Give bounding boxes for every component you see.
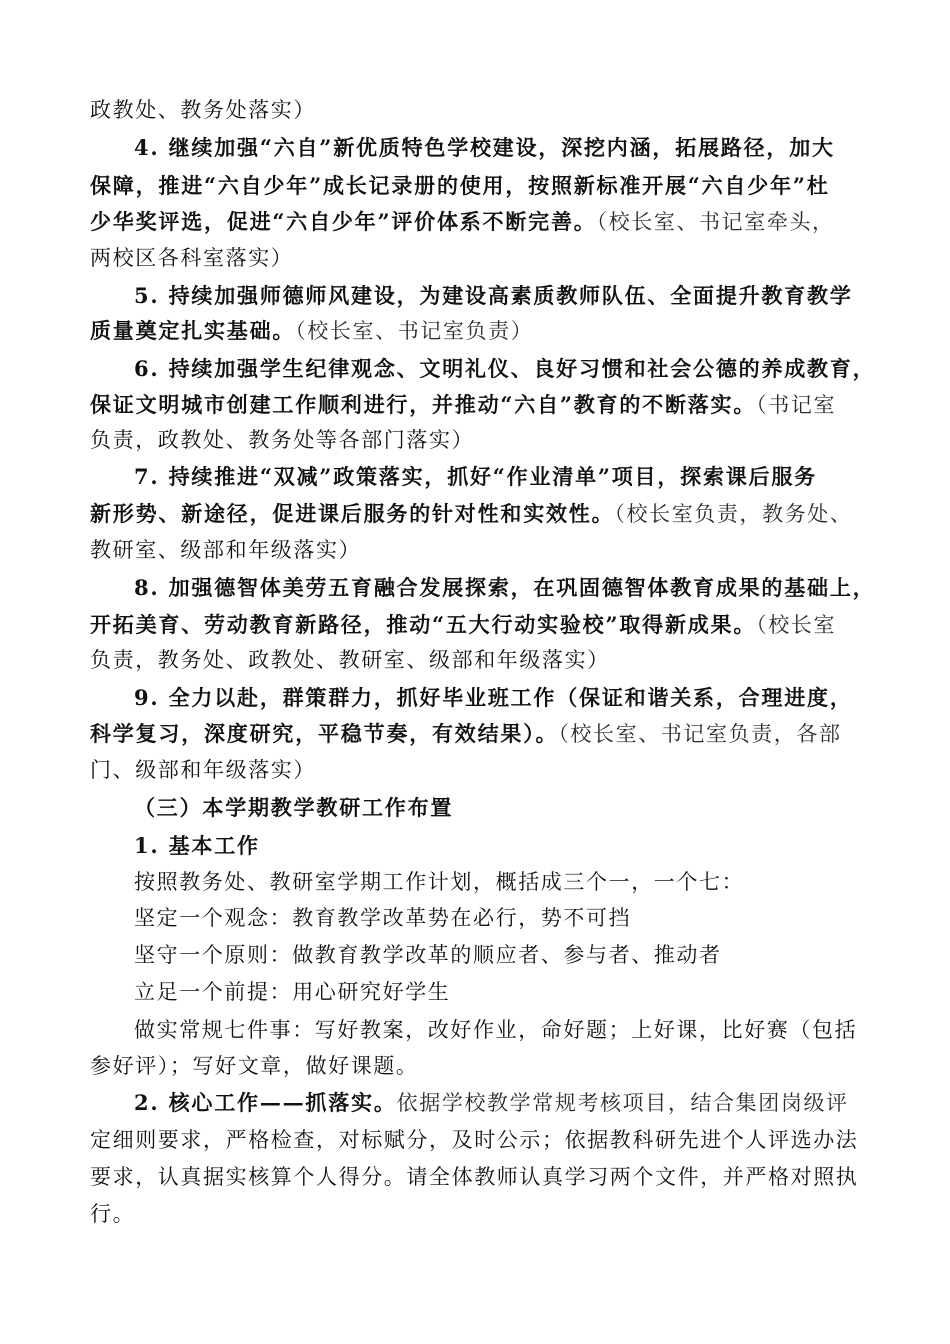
text-line (0, 974, 950, 1010)
text-line (0, 1012, 950, 1048)
paragraph-text: 按照教务处、教研室学期工作计划，概括成三个一，一个七： (134, 870, 745, 894)
text-line (0, 204, 950, 240)
responsibility-note: （书记室 (756, 393, 837, 417)
text-line (0, 752, 950, 788)
paragraph-text: 坚定一个观念：教育教学改革势在必行，势不可挡 (134, 906, 632, 930)
text-line (0, 240, 950, 276)
responsibility-note: （校长室、书记室负责） (295, 319, 534, 343)
item-8-text: 开拓美育、劳动教育新路径，推动“五大行动实验校”取得新成果。 (90, 612, 757, 637)
text-line (0, 459, 950, 495)
item-4-text: 保障，推进“六自少年”成长记录册的使用，按照新标准开展“六自少年”杜 (90, 173, 830, 198)
responsibility-note: （校长室负责，教务处、 (614, 502, 853, 526)
item-6-text: 保证文明城市创建工作顺利进行，并推动“六自”教育的不断落实。 (90, 392, 757, 417)
text-line (0, 1085, 950, 1121)
responsibility-note: 教研室、级部和年级落实） (90, 538, 362, 562)
responsibility-note: 负责，教务处、政教处、教研室、级部和年级落实） (90, 648, 610, 672)
paragraph-text: 做实常规七件事：写好教案，改好作业，命好题；上好课，比好赛（包括 (134, 1018, 858, 1042)
item-7-text: 新形势、新途径，促进课后服务的针对性和实效性。 (90, 501, 615, 526)
item-5-heading: 5. 持续加强师德师风建设，为建设高素质教师队伍、全面提升教育教学 (134, 283, 853, 308)
responsibility-note: 负责，政教处、教务处等各部门落实） (90, 428, 475, 452)
responsibility-note: 门、级部和年级落实） (90, 758, 316, 782)
text-line (0, 1122, 950, 1158)
text-line (0, 532, 950, 568)
paragraph-text: 坚守一个原则：做教育教学改革的顺应者、参与者、推动者 (134, 943, 722, 967)
text-line (0, 716, 950, 752)
text-line (0, 790, 950, 826)
text-line (0, 1196, 950, 1232)
responsibility-note: （校长室、书记室负责，各部 (558, 722, 842, 746)
text-line (0, 828, 950, 864)
text-line (0, 130, 950, 166)
text-line (0, 570, 950, 606)
paragraph-text: 政教处、教务处落实） (90, 98, 316, 122)
item-9-text: 科学复习，深度研究，平稳节奏，有效结果）。 (90, 721, 559, 746)
responsibility-note: 两校区各科室落实） (90, 246, 294, 270)
text-line (0, 351, 950, 387)
text-line (0, 387, 950, 423)
item-4-text: 少华奖评选，促进“六自少年”评价体系不断完善。 (90, 209, 597, 234)
text-line (0, 864, 950, 900)
text-line (0, 496, 950, 532)
text-line (0, 92, 950, 128)
item-4-heading: 4. 继续加强“六自”新优质特色学校建设，深挖内涵，拓展路径，加大 (134, 135, 835, 160)
text-line (0, 1048, 950, 1084)
item-5-text: 质量奠定扎实基础。 (90, 318, 296, 343)
paragraph-text: 定细则要求，严格检查，对标赋分，及时公示；依据教科研先进个人评选办法 (90, 1128, 859, 1152)
text-line (0, 937, 950, 973)
text-line (0, 680, 950, 716)
paragraph-text: 依据学校教学常规考核项目，结合集团岗级评 (396, 1091, 849, 1115)
item-7-heading: 7. 持续推进“双减”政策落实，抓好“作业清单”项目，探索课后服务 (134, 464, 817, 489)
text-line (0, 607, 950, 643)
paragraph-text: 要求，认真据实核算个人得分。请全体教师认真学习两个文件，并严格对照执 (90, 1165, 859, 1189)
item-9-heading: 9. 全力以赴，群策群力，抓好毕业班工作（保证和谐关系，合理进度， (134, 685, 853, 710)
text-line (0, 642, 950, 678)
text-line (0, 900, 950, 936)
item-6-heading: 6. 持续加强学生纪律观念、文明礼仪、良好习惯和社会公德的养成教育， (134, 356, 876, 381)
subsection-heading: 2. 核心工作——抓落实。 (134, 1090, 397, 1115)
subsection-heading: 1. 基本工作 (134, 833, 260, 858)
text-line (0, 422, 950, 458)
text-line (0, 168, 950, 204)
item-8-heading: 8. 加强德智体美劳五育融合发展探索，在巩固德智体教育成果的基础上， (134, 575, 876, 600)
text-line (0, 1159, 950, 1195)
paragraph-text: 参好评）；写好文章，做好课题。 (90, 1054, 419, 1078)
text-line (0, 278, 950, 314)
section-heading: （三）本学期教学教研工作布置 (134, 795, 454, 820)
paragraph-text: 行。 (90, 1202, 136, 1226)
responsibility-note: （校长室、书记室牵头， (596, 210, 835, 234)
responsibility-note: （校长室 (756, 613, 837, 637)
paragraph-text: 立足一个前提：用心研究好学生 (134, 980, 451, 1004)
text-line (0, 313, 950, 349)
